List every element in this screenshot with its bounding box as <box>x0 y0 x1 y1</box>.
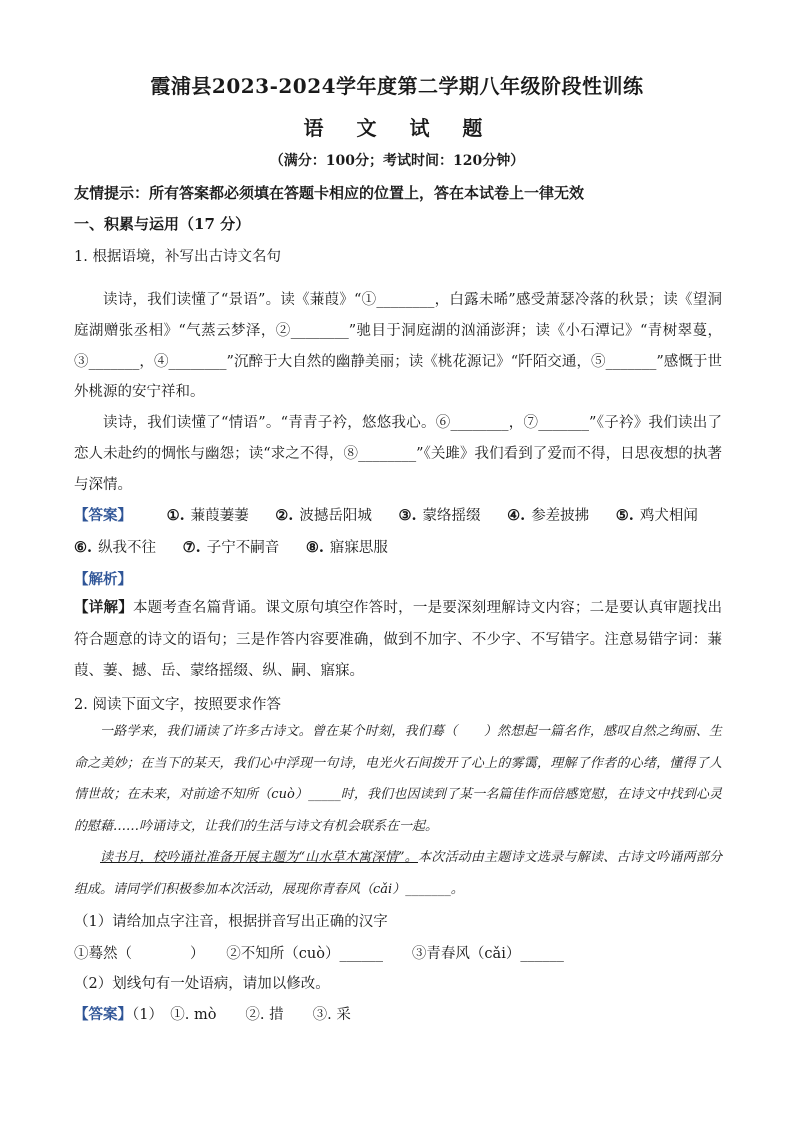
detail-tag: 【详解】 <box>74 599 133 616</box>
passage-paragraph-1: 读诗，我们读懂了“景语”。读《蒹葭》“①________，白露未晞”感受萧瑟冷落的秋景；读《望洞庭湖赠张丞相》“气蒸云梦泽，②________”驰目于洞庭湖的汹涌澎湃；读《小石潭记》“青树翠蔓，③_______，④________”沉醉于大自然的幽静美丽；读《桃花源记》“阡陌交通，⑤_______”感慨于世外桃源的安宁祥和。 <box>74 292 722 401</box>
sub-question-1: （1）请给加点字注音，根据拼音写出正确的汉字 <box>74 914 388 930</box>
underlined-sentence: 读书月，校吟诵社准备开展主题为“山水草木寓深情”。 <box>100 850 418 865</box>
question-2-stem: 2. 阅读下面文字，按照要求作答 <box>74 697 281 713</box>
section-heading: 一、积累与运用（17 分） <box>74 215 251 233</box>
answer-item: ③. 蒙络摇缀 <box>398 507 481 524</box>
answer-tag: 【答案】 <box>74 507 132 524</box>
passage-paragraph-2: 读诗，我们读懂了“情语”。“青青子衿，悠悠我心。⑥________，⑦_______”《子衿》我们读出了恋人未赴约的惆怅与幽怨；读“求之不得，⑧________”《关雎》我们看到了爱而不得，日思夜想的执著与深情。 <box>74 415 722 493</box>
answer-text: （1） ①. mò ②. 措 ③. 采 <box>132 1007 351 1023</box>
handwritten-paragraph-1: 一路学来，我们诵读了许多古诗文。曾在某个时刻，我们蓦（ ）然想起一篇名作，感叹自然之绚丽、生命之美妙；在当下的某天，我们心中浮现一句诗，电光火石间拨开了心上的雾霭，理解了作者的心绪，懂得了人情世故；在未来，对前途不知所（cuò）_____时，我们也因读到了某一名篇佳作而倍感宽慰，在诗文中找到心灵的慰藉……吟诵诗文，让我们的生活与诗文有机会联系在一起。 <box>74 724 722 834</box>
question-1-stem: 1. 根据语境，补写出古诗文名句 <box>74 249 281 265</box>
question-1-passage <box>74 285 722 501</box>
answer-item: ⑤. 鸡犬相闻 <box>615 507 698 524</box>
detail-explanation <box>74 592 722 688</box>
answer-item: ⑥. 纵我不往 <box>74 539 157 556</box>
handwritten-paragraph-2: 读书月，校吟诵社准备开展主题为“山水草木寓深情”。本次活动由主题诗文选录与解读、古诗文吟诵两部分组成。请同学们积极参加本次活动，展现你青春风（cǎi）_______。 <box>74 850 722 897</box>
analysis-tag: 【解析】 <box>74 571 132 588</box>
answer-item: ⑧. 寤寐思服 <box>305 539 388 556</box>
score-info: （满分：100分；考试时间：120分钟） <box>269 153 525 169</box>
answer-tag: 【答案】 <box>74 1006 132 1023</box>
sub-question-2: （2）划线句有一处语病，请加以修改。 <box>74 976 330 992</box>
answer-row-q2 <box>74 1003 351 1024</box>
question-2-passage <box>74 716 722 905</box>
detail-text: 本题考查名篇背诵。课文原句填空作答时，一是要深刻理解诗文内容；二是要认真审题找出符合题意的诗文的语句；三是作答内容要准确，做到不加字、不少字、不写错字。注意易错字词：蒹葭、萋、撼、岳、蒙络摇缀、纵、嗣、寤寐。 <box>74 600 723 679</box>
answer-item: ④. 参差披拂 <box>507 507 590 524</box>
answer-row-2 <box>74 536 410 557</box>
sub-question-1-items: ①蓦然（ ） ②不知所（cuò）______ ③青春风（cǎi）______ <box>74 946 564 962</box>
friendly-tip: 友情提示：所有答案都必须填在答题卡相应的位置上，答在本试卷上一律无效 <box>74 184 585 202</box>
answer-item: ②. 波撼岳阳城 <box>275 507 372 524</box>
exam-subtitle: 语 文 试 题 <box>303 116 491 140</box>
answer-item: ⑦. 子宁不嗣音 <box>182 539 280 556</box>
exam-title: 霞浦县2023-2024学年度第二学期八年级阶段性训练 <box>150 74 644 98</box>
answer-item: ①. 蒹葭萋萋 <box>166 507 249 524</box>
answer-row-1 <box>74 504 698 525</box>
